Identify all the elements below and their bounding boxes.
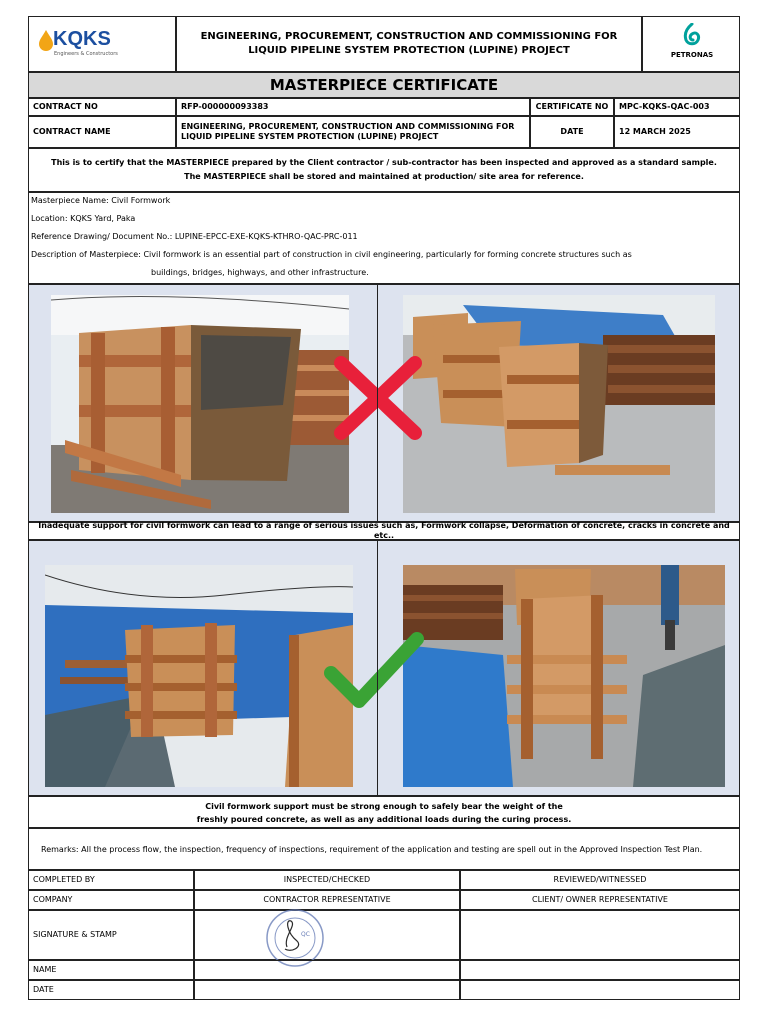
contractor-signature-cell [194,910,460,960]
contractor-representative: CONTRACTOR REPRESENTATIVE [194,890,460,910]
reject-cross-icon [333,355,423,441]
qc-stamp-text: QC [301,931,310,938]
client-date-cell [460,980,740,1000]
good-example-photos [28,540,740,796]
bad-caption: Inadequate support for civil formwork can lead to a range of serious issues such as, Formwork collapse, Deformation of concrete, cracks in concrete and etc.. [28,522,740,540]
company-logo-cell [28,16,176,72]
remarks: Remarks: All the process flow, the inspection, frequency of inspections, requirement of the application and testing are spell out in the Approved Inspection Test Plan. [28,828,740,870]
good-caption-line-2: freshly poured concrete, as well as any additional loads during the curing process. [196,815,572,824]
certificate-title: MASTERPIECE CERTIFICATE [28,72,740,98]
completed-by-label: COMPLETED BY [28,870,194,890]
contractor-name-cell [194,960,460,980]
contract-name-label: CONTRACT NAME [28,116,176,148]
petronas-logo-text: PETRONAS [670,51,714,59]
date-row-label: DATE [28,980,194,1000]
name-label: NAME [28,960,194,980]
date-value: 12 MARCH 2025 [614,116,740,148]
approve-check-icon [321,629,425,713]
masterpiece-name: Masterpiece Name: Civil Formwork [31,196,171,205]
client-name-cell [460,960,740,980]
logo-text: KQKS [53,28,111,50]
good-formwork-photo-1 [45,565,353,787]
description-line-1: Description of Masterpiece: Civil formwork is an essential part of construction in civil engineering, particularly for forming concrete structures such as [31,250,632,259]
certificate-no-value: MPC-KQKS-QAC-003 [614,98,740,116]
photo-divider [377,541,378,797]
contract-name-value: ENGINEERING, PROCUREMENT, CONSTRUCTION AND COMMISSIONING FOR LIQUID PIPELINE SYSTEM PROTECTION (LUPINE) PROJECT [176,116,530,148]
description-line-2: buildings, bridges, highways, and other infrastructure. [151,268,369,277]
project-title: ENGINEERING, PROCUREMENT, CONSTRUCTION AND COMMISSIONING FOR LIQUID PIPELINE SYSTEM PROTECTION (LUPINE) PROJECT [176,16,642,72]
signature-label: SIGNATURE & STAMP [28,910,194,960]
certify-statement: This is to certify that the MASTERPIECE prepared by the Client contractor / sub-contractor has been inspected and approved as a standard sample. The MASTERPIECE shall be stored and maintained at production/ site area for reference. [28,148,740,192]
masterpiece-location: Location: KQKS Yard, Paka [31,214,136,223]
reviewed-header: REVIEWED/WITNESSED [460,870,740,890]
reference-drawing: Reference Drawing/ Document No.: LUPINE-EPCC-EXE-KQKS-KTHRO-QAC-PRC-011 [31,232,358,241]
petronas-emblem-icon [681,23,703,47]
kqks-logo [37,27,137,63]
logo-subtitle: Engineers & Constructors [54,51,118,57]
good-formwork-photo-2 [403,565,725,787]
photo-divider [377,285,378,523]
inspected-header: INSPECTED/CHECKED [194,870,460,890]
contractor-date-cell [194,980,460,1000]
client-logo-cell [642,16,740,72]
good-caption [28,796,740,828]
certificate-no-label: CERTIFICATE NO [530,98,614,116]
client-signature-cell [460,910,740,960]
bad-formwork-photo-1 [51,295,349,513]
contract-no-label: CONTRACT NO [28,98,176,116]
bad-formwork-photo-2 [403,295,715,513]
date-label: DATE [530,116,614,148]
client-representative: CLIENT/ OWNER REPRESENTATIVE [460,890,740,910]
bad-example-photos [28,284,740,522]
company-label: COMPANY [28,890,194,910]
contract-no-value: RFP-000000093383 [176,98,530,116]
good-caption-line-1: Civil formwork support must be strong enough to safely bear the weight of the [205,802,563,811]
masterpiece-details [28,192,740,284]
